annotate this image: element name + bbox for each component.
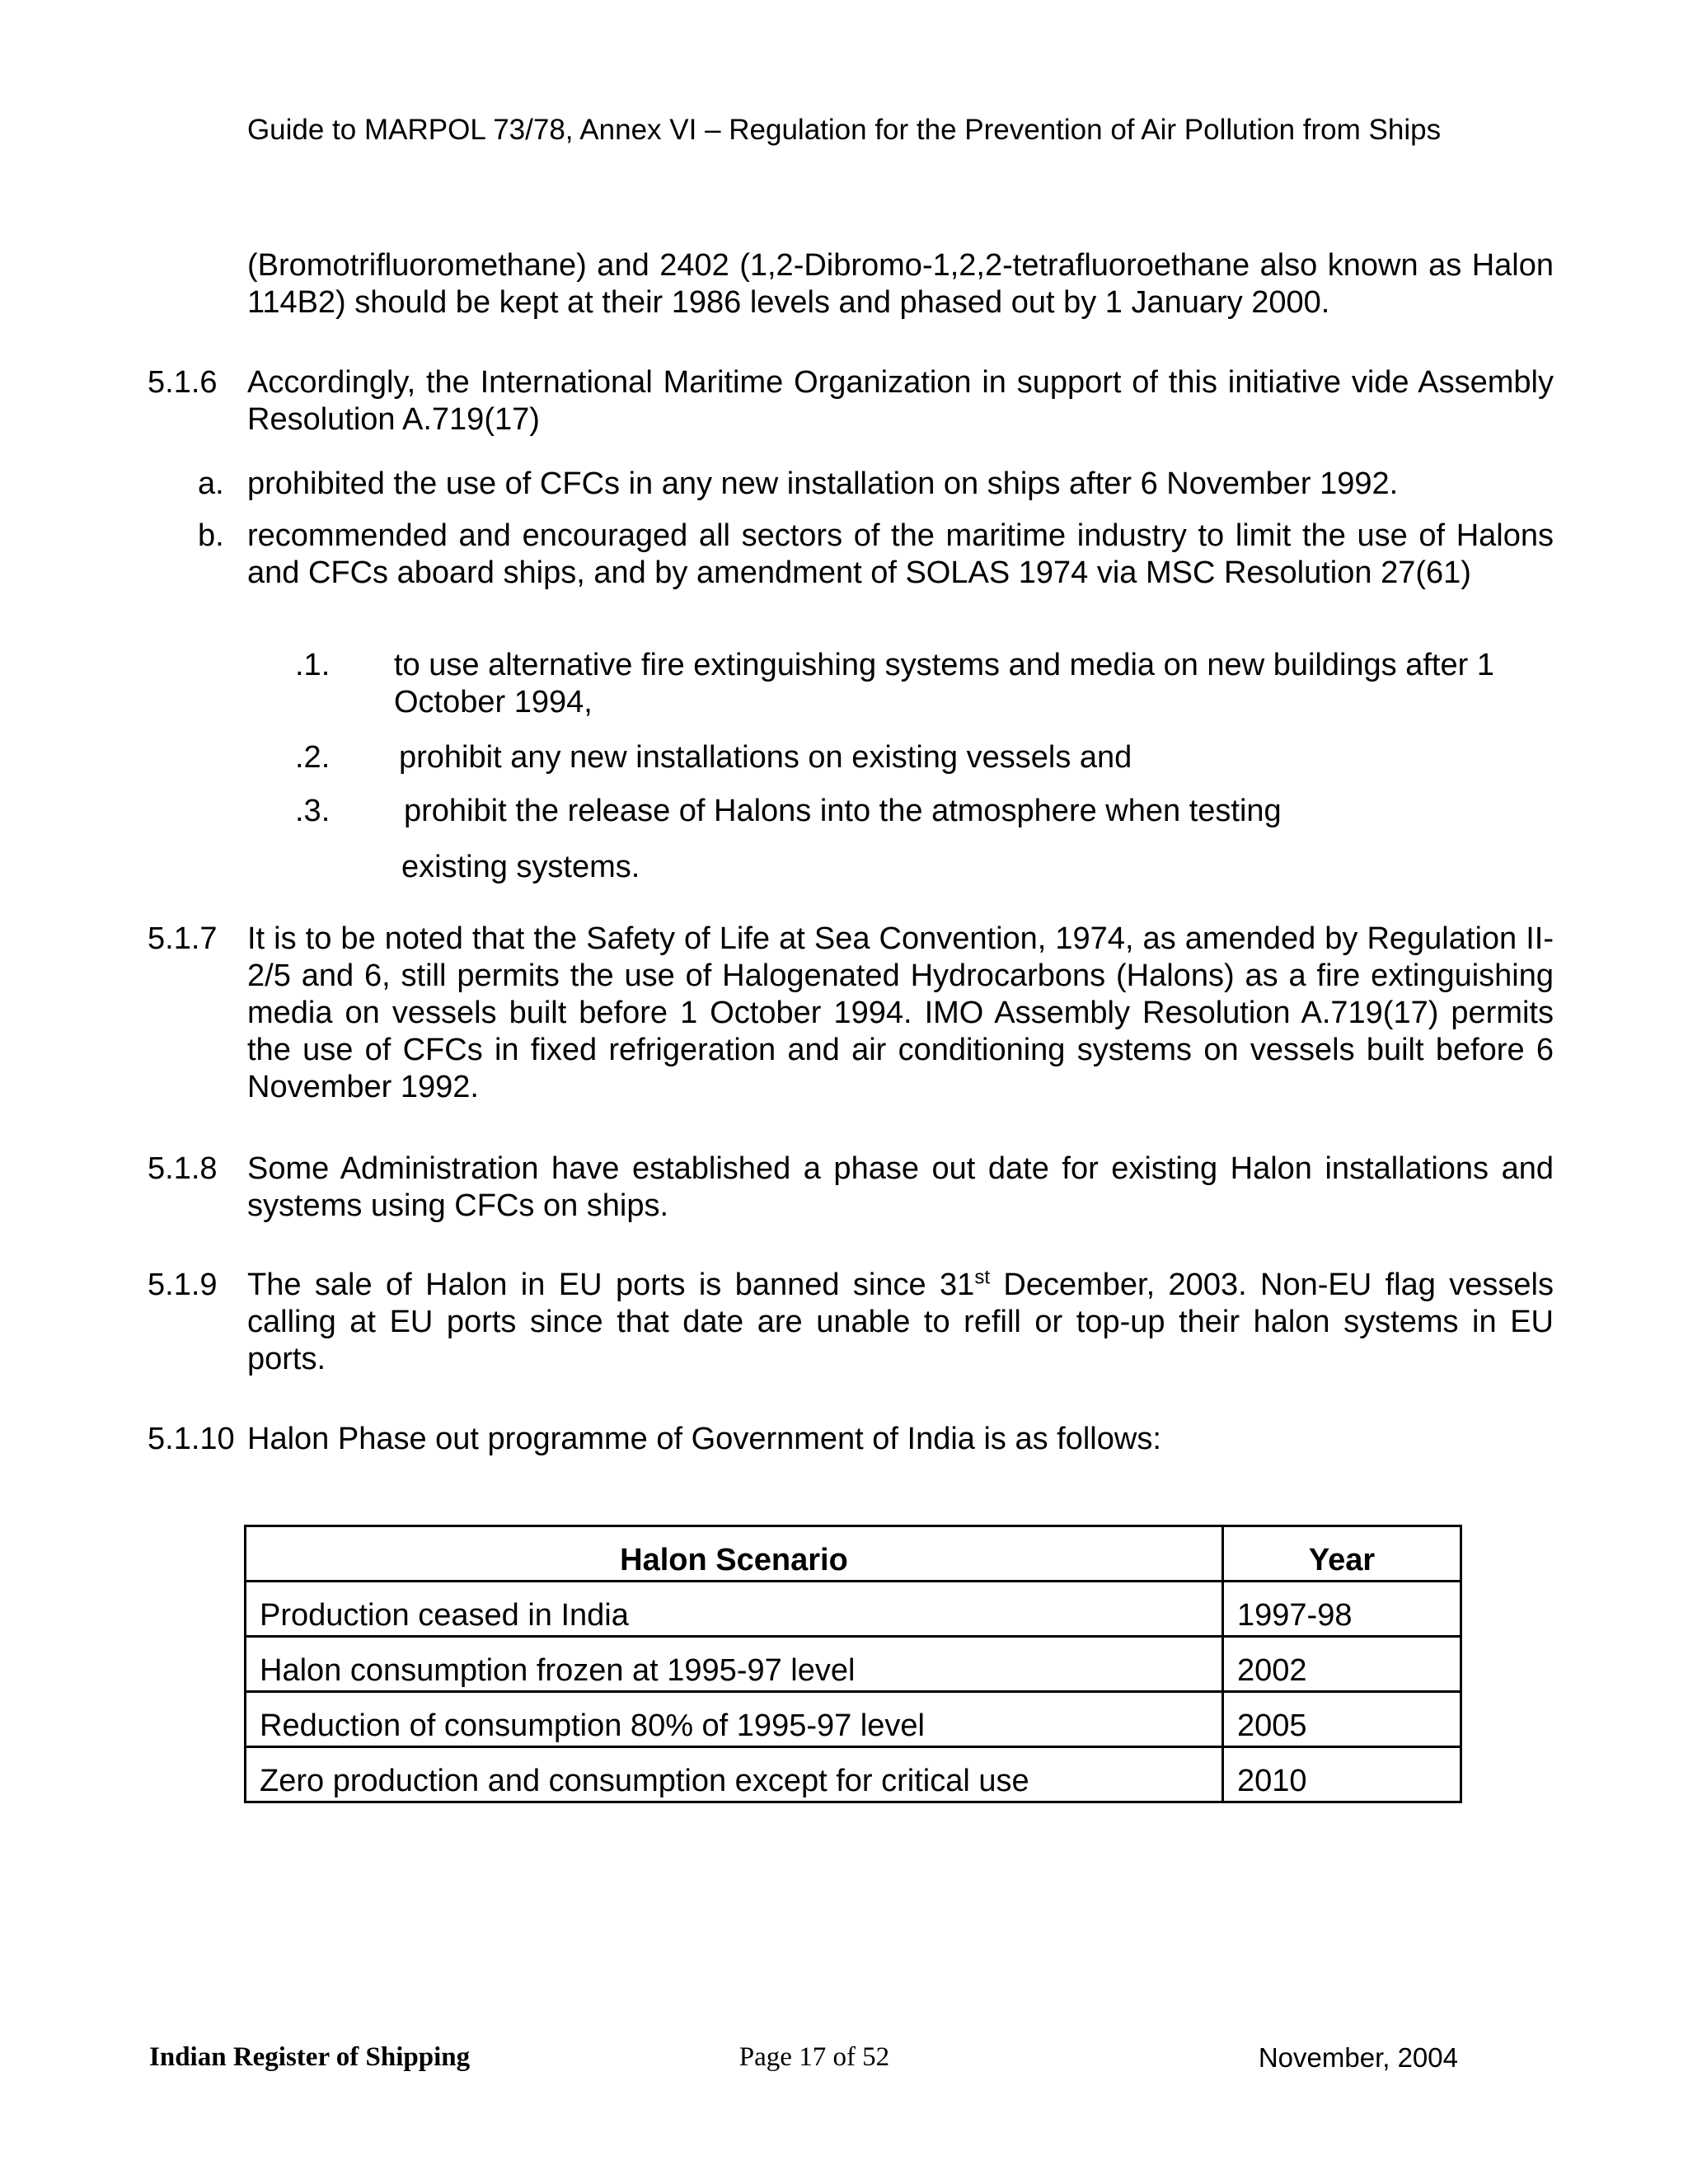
halon-phase-out-table <box>244 1525 1462 1803</box>
subitem-text-3: prohibit the release of Halons into the atmosphere when testing <box>404 794 1282 828</box>
section-number-5-1-9: 5.1.9 <box>148 1268 218 1302</box>
table-row <box>246 1637 1461 1692</box>
item-label-a: a. <box>198 466 224 501</box>
scenario-cell: Production ceased in India <box>246 1582 1223 1637</box>
section-text-5-1-8: Some Administration have established a phase out date for existing Halon installations and systems using CFCs on ships. <box>247 1151 1554 1223</box>
section-number-5-1-7: 5.1.7 <box>148 921 218 956</box>
scenario-cell: Zero production and consumption except for critical use <box>246 1747 1223 1802</box>
year-cell: 2010 <box>1223 1747 1461 1802</box>
subitem-text-1: to use alternative fire extinguishing systems and media on new buildings after 1 October 1994, <box>394 648 1494 719</box>
text-5-1-9-part1: The sale of Halon in EU ports is banned since 31 <box>247 1268 975 1302</box>
table-header-row <box>246 1526 1461 1582</box>
section-text-5-1-10: Halon Phase out programme of Government of India is as follows: <box>247 1422 1161 1456</box>
section-number-5-1-6: 5.1.6 <box>148 365 218 400</box>
footer-organization: Indian Register of Shipping <box>149 2042 471 2072</box>
item-text-a: prohibited the use of CFCs in any new installation on ships after 6 November 1992. <box>247 466 1399 501</box>
section-number-5-1-8: 5.1.8 <box>148 1151 218 1186</box>
scenario-cell: Halon consumption frozen at 1995-97 level <box>246 1637 1223 1692</box>
subitem-text-2: prohibit any new installations on existing vessels and <box>399 740 1132 775</box>
subitem-text-3-continued: existing systems. <box>401 850 640 884</box>
table-row <box>246 1692 1461 1747</box>
item-text-b: recommended and encouraged all sectors of the maritime industry to limit the use of Halons and CFCs aboard ships, and by amendment of SOLAS 1974 via MSC Resolution 27(61) <box>247 518 1554 590</box>
continuation-paragraph: (Bromotrifluoromethane) and 2402 (1,2-Dibromo-1,2,2-tetrafluoroethane also known as Halon 114B2) should be kept at their 1986 levels and phased out by 1 January 2000. <box>247 248 1554 320</box>
section-text-5-1-7: It is to be noted that the Safety of Life at Sea Convention, 1974, as amended by Regulation II-2/5 and 6, still permits the use of Halogenated Hydrocarbons (Halons) as a fire extinguishing media on vessels built before 1 October 1994. IMO Assembly Resolution A.719(17) permits the use of CFCs in fixed refrigeration and air conditioning systems on vessels built before 6 November 1992. <box>247 921 1554 1104</box>
year-cell: 1997-98 <box>1223 1582 1461 1637</box>
year-cell: 2002 <box>1223 1637 1461 1692</box>
ordinal-superscript: st <box>974 1266 990 1289</box>
column-header-scenario: Halon Scenario <box>246 1526 1223 1582</box>
scenario-cell: Reduction of consumption 80% of 1995-97 level <box>246 1692 1223 1747</box>
column-header-year: Year <box>1223 1526 1461 1582</box>
table-row <box>246 1747 1461 1802</box>
subitem-number-1: .1. <box>295 648 331 682</box>
subitem-number-2: .2. <box>295 740 331 775</box>
year-cell: 2005 <box>1223 1692 1461 1747</box>
page-header: Guide to MARPOL 73/78, Annex VI – Regulation for the Prevention of Air Pollution from Ships <box>246 114 1442 146</box>
item-label-b: b. <box>198 518 224 553</box>
footer-page-number: Page 17 of 52 <box>738 2042 890 2072</box>
section-text-5-1-9 <box>247 1267 1554 1378</box>
table-row <box>246 1582 1461 1637</box>
subitem-number-3: .3. <box>295 794 331 828</box>
text-5-1-9-part2: December, 2003. Non-EU flag vessels calling at EU ports since that date are unable to refill or top-up their halon systems in EU ports. <box>247 1268 1554 1376</box>
section-number-5-1-10: 5.1.10 <box>148 1422 235 1456</box>
section-text-5-1-6: Accordingly, the International Maritime Organization in support of this initiative vide Assembly Resolution A.719(17) <box>247 365 1554 437</box>
footer-date: November, 2004 <box>1258 2042 1458 2073</box>
